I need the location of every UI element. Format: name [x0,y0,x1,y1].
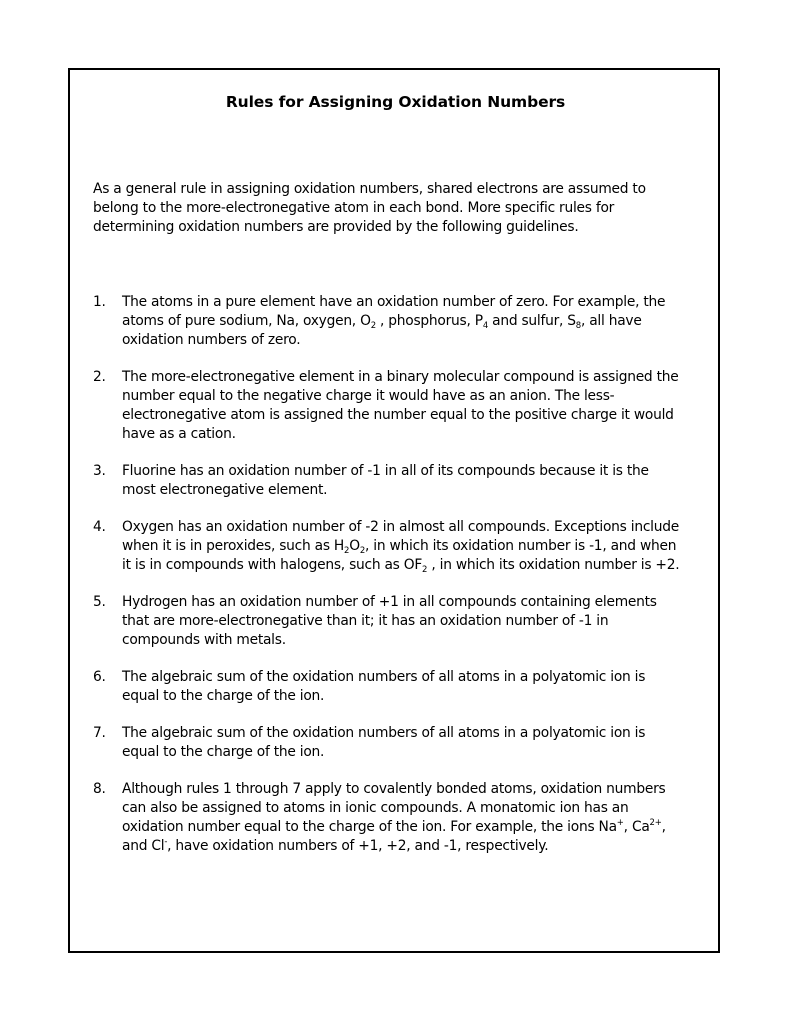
rule-text-line [122,631,703,650]
rule-text-segment: that are more-electronegative than it; it has an oxidation number of -1 in [122,613,609,629]
rule-text-segment: The atoms in a pure element have an oxidation number of zero. For example, the [122,294,666,310]
rule-text-segment: , phosphorus, P [375,313,483,329]
rule-text-segment: , Ca [623,819,650,835]
rule-text-segment: oxidation number equal to the charge of the ion. For example, the ions Na [122,819,617,835]
rule-text-segment: The algebraic sum of the oxidation numbers of all atoms in a polyatomic ion is [122,725,646,741]
rule-text-line [122,612,703,631]
rule-text [122,668,703,706]
rule-text-line [122,518,703,537]
rule-text-line [122,743,703,762]
rule-text [122,293,703,350]
rule-text-line [122,593,703,612]
rule-text-segment: The algebraic sum of the oxidation numbers of all atoms in a polyatomic ion is [122,669,646,685]
rule-text-segment: Although rules 1 through 7 apply to covalently bonded atoms, oxidation numbers [122,781,666,797]
rule-number: 5. [93,594,106,610]
subscript: 2 [422,565,428,575]
rule-text-line [122,687,703,706]
rule-text-segment: can also be assigned to atoms in ionic compounds. A monatomic ion has an [122,800,629,816]
rule-text-segment: oxidation numbers of zero. [122,332,301,348]
intro-line: determining oxidation numbers are provided by the following guidelines. [93,219,579,235]
rule-text-segment: Oxygen has an oxidation number of -2 in almost all compounds. Exceptions include [122,519,679,535]
rule-text-segment: atoms of pure sodium, Na, oxygen, O [122,313,371,329]
rule-text [122,780,703,856]
rule-text-line [122,724,703,743]
rule-text-segment: O [349,538,360,554]
subscript: 2 [344,546,350,556]
subscript: 2 [370,321,376,331]
rule-text-line [122,331,703,350]
superscript: + [616,818,624,828]
rule-text-line [122,556,703,575]
rule-text [122,462,703,500]
rule-text-segment: , in which its oxidation number is -1, and when [365,538,677,554]
rule-item [93,368,703,444]
rule-text-segment: equal to the charge of the ion. [122,744,325,760]
rule-text-segment: , all have [580,313,642,329]
rule-text-segment: most electronegative element. [122,482,328,498]
rule-text-segment: , [661,819,666,835]
rule-text-line [122,406,703,425]
intro-paragraph [93,180,703,237]
rule-text-line [122,387,703,406]
rule-text-line [122,293,703,312]
subscript: 2 [359,546,366,556]
rule-text-segment: it is in compounds with halogens, such as OF [122,557,423,573]
rule-item [93,293,703,350]
rule-text-segment: and Cl [122,838,165,854]
superscript: 2+ [649,818,662,828]
rule-item [93,462,703,500]
rule-text-segment: have as a cation. [122,426,236,442]
rule-number: 7. [93,725,106,741]
rule-item [93,780,703,856]
subscript: 8 [575,321,581,331]
rule-text-line [122,780,703,799]
rule-number: 8. [93,781,106,797]
rule-text-line [122,537,703,556]
rule-item [93,593,703,650]
rule-text-line [122,368,703,387]
rule-text-line [122,312,703,331]
rule-text-segment: Hydrogen has an oxidation number of +1 in all compounds containing elements [122,594,657,610]
rule-text-segment: , have oxidation numbers of +1, +2, and -1, respectively. [167,838,549,854]
rule-item [93,668,703,706]
rule-number: 2. [93,369,106,385]
rule-text-segment: The more-electronegative element in a binary molecular compound is assigned the [122,369,679,385]
rule-text [122,593,703,650]
rule-text-line [122,799,703,818]
rule-text [122,724,703,762]
rule-item [93,724,703,762]
rule-number: 3. [93,463,106,479]
superscript: - [164,837,168,847]
rule-item [93,518,703,575]
rule-text-segment: and sulfur, S [487,313,576,329]
rule-text-segment: compounds with metals. [122,632,286,648]
rule-text-line [122,425,703,444]
rule-text-segment: Fluorine has an oxidation number of -1 in all of its compounds because it is the [122,463,649,479]
rule-text-segment: electronegative atom is assigned the number equal to the positive charge it would [122,407,674,423]
rule-text-line [122,837,703,856]
rule-text-segment: equal to the charge of the ion. [122,688,325,704]
rule-number: 4. [93,519,106,535]
rule-text-line [122,818,703,837]
rule-text-segment: , in which its oxidation number is +2. [427,557,680,573]
rule-number: 1. [93,294,106,310]
rule-text-segment: when it is in peroxides, such as H [122,538,345,554]
rule-text-segment: number equal to the negative charge it would have as an anion. The less- [122,388,615,404]
rule-text [122,518,703,575]
subscript: 4 [482,321,488,331]
rule-text-line [122,481,703,500]
rule-text-line [122,462,703,481]
rules-list [93,293,703,874]
intro-line: As a general rule in assigning oxidation numbers, shared electrons are assumed to [93,181,646,197]
page-title: Rules for Assigning Oxidation Numbers [225,93,566,111]
rule-text-line [122,668,703,687]
intro-line: belong to the more-electronegative atom in each bond. More specific rules for [93,200,615,216]
rule-number: 6. [93,669,106,685]
rule-text [122,368,703,444]
